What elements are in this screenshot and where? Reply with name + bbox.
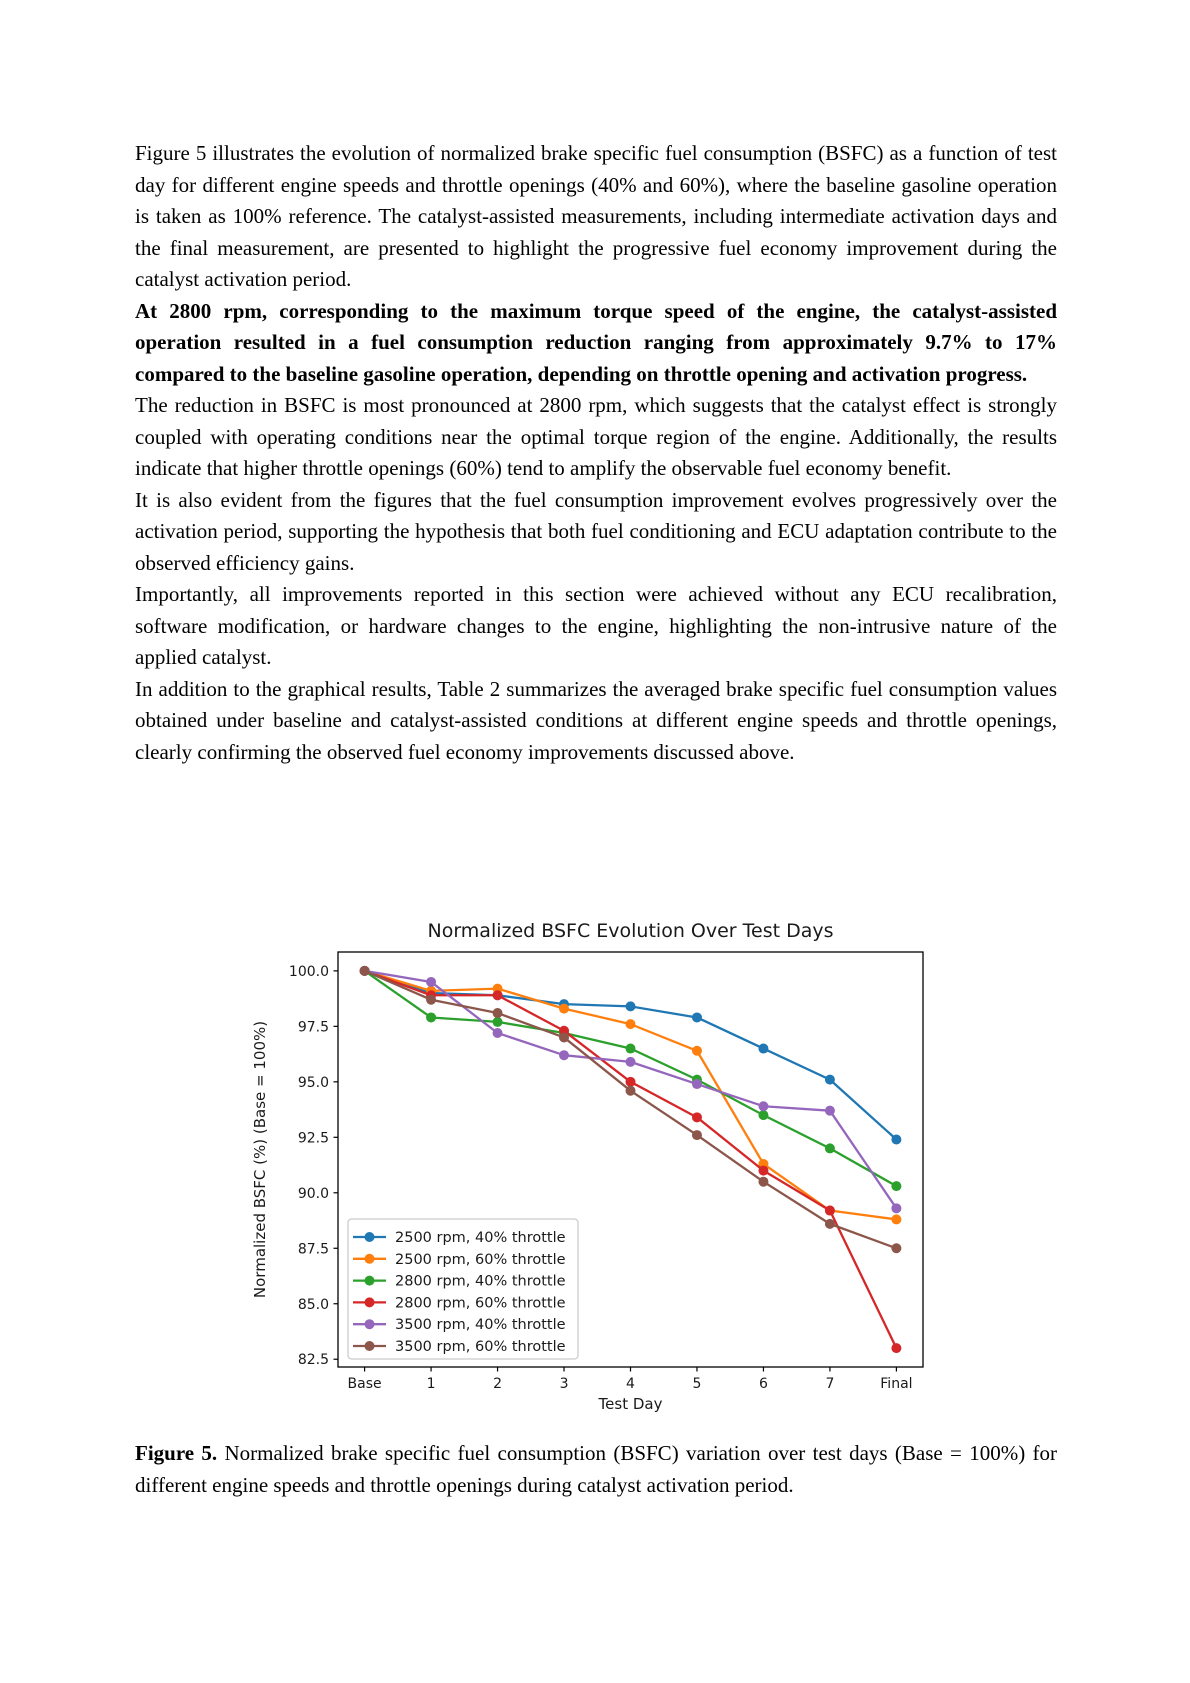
paragraph-1: Figure 5 illustrates the evolution of normalized brake specific fuel consumption (BSFC) as a function of test day for different engine speeds and throttle openings (40% and 60%), where the baseline gasoline operation is taken as 100% reference. The catalyst-assisted measurements, including intermediate activation days and the final measurement, are presented to highlight the progressive fuel economy improvement during the catalyst activation period. — [135, 141, 1057, 291]
chart-title: Normalized BSFC Evolution Over Test Days — [427, 920, 834, 942]
data-point-marker — [891, 1243, 901, 1253]
legend-label: 2500 rpm, 40% throttle — [395, 1230, 566, 1246]
data-point-marker — [493, 990, 503, 1000]
legend-label: 2800 rpm, 40% throttle — [395, 1273, 566, 1290]
legend-marker — [365, 1254, 375, 1264]
data-point-marker — [891, 1135, 901, 1145]
data-point-marker — [692, 1012, 702, 1022]
figure-caption — [135, 1438, 1057, 1501]
data-point-marker — [891, 1214, 901, 1224]
x-tick-label: 7 — [825, 1376, 835, 1392]
data-point-marker — [493, 1028, 503, 1038]
data-point-marker — [758, 1166, 768, 1176]
paragraph-5: Importantly, all improvements reported in this section were achieved without any ECU recalibration, software modification, or hardware changes to the engine, highlighting the non-intrusive nature of the applied catalyst. — [135, 582, 1057, 669]
bsfc-line-chart — [245, 895, 935, 1455]
x-tick-label: 5 — [692, 1376, 702, 1392]
y-tick-label: 87.5 — [297, 1241, 329, 1258]
data-point-marker — [559, 1004, 569, 1014]
figure-caption-text: Normalized brake specific fuel consumption (BSFC) variation over test days (Base = 100%) for different engine speeds and throttle openings during catalyst activation period. — [135, 1441, 1058, 1497]
legend-label: 2500 rpm, 60% throttle — [395, 1251, 566, 1268]
data-point-marker — [891, 1203, 901, 1213]
data-point-marker — [692, 1079, 702, 1089]
data-point-marker — [692, 1112, 702, 1122]
x-tick-label: 3 — [559, 1376, 569, 1392]
data-point-marker — [626, 1057, 636, 1067]
y-tick-label: 95.0 — [297, 1074, 329, 1091]
chart-canvas — [245, 895, 935, 1455]
data-point-marker — [825, 1106, 835, 1116]
data-point-marker — [493, 1008, 503, 1018]
data-point-marker — [692, 1046, 702, 1056]
data-point-marker — [825, 1143, 835, 1153]
x-tick-label: Base — [347, 1376, 382, 1392]
x-tick-label: 4 — [626, 1376, 635, 1392]
data-point-marker — [758, 1101, 768, 1111]
y-tick-label: 90.0 — [297, 1185, 329, 1202]
data-point-marker — [493, 1017, 503, 1027]
data-point-marker — [626, 1019, 636, 1029]
legend-marker — [365, 1276, 375, 1286]
data-point-marker — [426, 977, 436, 987]
y-tick-label: 82.5 — [297, 1352, 329, 1369]
data-point-marker — [559, 1050, 569, 1060]
x-tick-label: Final — [880, 1376, 913, 1392]
legend-marker — [365, 1232, 375, 1242]
y-tick-label: 100.0 — [288, 963, 329, 980]
data-point-marker — [825, 1219, 835, 1229]
data-point-marker — [559, 1032, 569, 1042]
data-point-marker — [360, 966, 370, 976]
data-point-marker — [626, 1001, 636, 1011]
paragraph-3: The reduction in BSFC is most pronounced at 2800 rpm, which suggests that the catalyst effect is strongly coupled with operating conditions near the optimal torque region of the engine. Additionally, the results indicate that higher throttle openings (60%) tend to amplify the observable fuel economy benefit. — [135, 393, 1057, 480]
y-tick-label: 85.0 — [297, 1296, 329, 1313]
data-point-marker — [692, 1130, 702, 1140]
legend-label: 3500 rpm, 60% throttle — [395, 1339, 566, 1355]
data-point-marker — [626, 1044, 636, 1054]
data-point-marker — [758, 1177, 768, 1187]
data-point-marker — [825, 1075, 835, 1085]
legend-label: 3500 rpm, 40% throttle — [395, 1317, 566, 1334]
data-point-marker — [426, 995, 436, 1005]
x-tick-label: 1 — [426, 1376, 436, 1392]
paragraph-6: In addition to the graphical results, Table 2 summarizes the averaged brake specific fuel consumption values obtained under baseline and catalyst-assisted conditions at different engine speeds and throttle openings, clearly confirming the observed fuel economy improvements discussed above. — [135, 676, 1057, 764]
data-point-marker — [758, 1044, 768, 1054]
legend-label: 2800 rpm, 60% throttle — [395, 1295, 566, 1312]
legend-marker — [365, 1297, 375, 1307]
data-point-marker — [825, 1206, 835, 1216]
x-axis-label: Test Day — [598, 1395, 663, 1413]
y-axis-label: Normalized BSFC (%) (Base = 100%) — [251, 1020, 269, 1299]
data-point-marker — [891, 1343, 901, 1353]
paragraph-2-bold: At 2800 rpm, corresponding to the maximum torque speed of the engine, the catalyst-assisted operation resulted in a fuel consumption reduction ranging from approximately 9.7% to 17% compared to the baseline gasoline operation, depending on throttle opening and activation progress. — [135, 298, 1057, 386]
data-point-marker — [758, 1110, 768, 1120]
x-tick-label: 6 — [758, 1376, 768, 1392]
data-point-marker — [426, 1012, 436, 1022]
paragraph-4: It is also evident from the figures that the fuel consumption improvement evolves progressively over the activation period, supporting the hypothesis that both fuel conditioning and ECU adaptation contribute to the observed efficiency gains. — [135, 487, 1057, 575]
data-point-marker — [891, 1181, 901, 1191]
y-tick-label: 97.5 — [297, 1019, 329, 1036]
figure-caption-label: Figure 5. — [135, 1441, 218, 1465]
legend-marker — [365, 1319, 375, 1329]
data-point-marker — [626, 1086, 636, 1096]
data-point-marker — [626, 1077, 636, 1087]
body-text — [135, 138, 1057, 768]
y-tick-label: 92.5 — [297, 1130, 329, 1147]
legend-marker — [365, 1341, 375, 1351]
x-tick-label: 2 — [493, 1376, 503, 1392]
